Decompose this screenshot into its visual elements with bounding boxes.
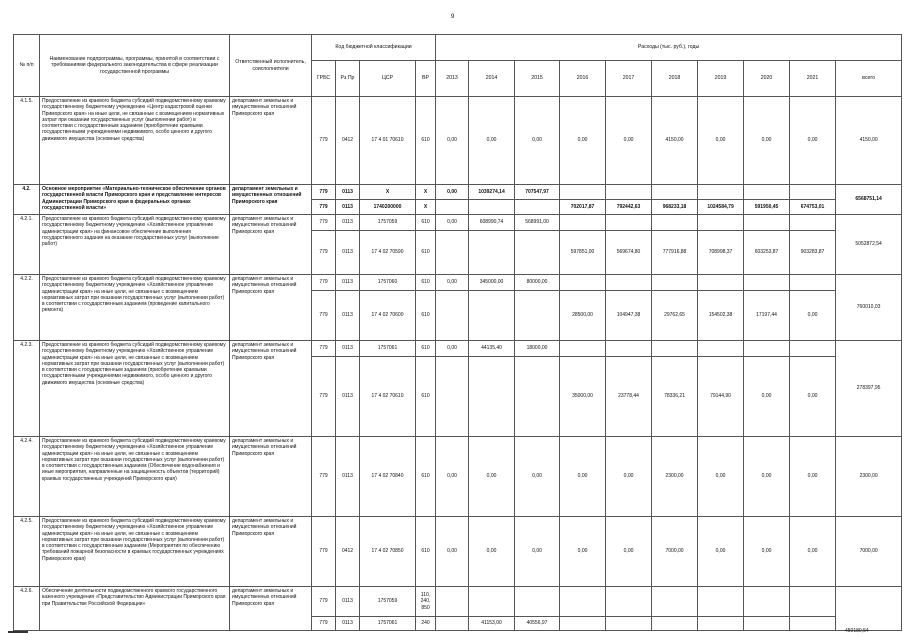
cell-year-value: 0,00 <box>698 97 744 185</box>
cell-year-value <box>436 231 469 275</box>
cell-grbs: 779 <box>312 617 336 631</box>
cell-csr: 17 4 02 70610 <box>360 357 416 437</box>
header-year: 2017 <box>606 61 652 97</box>
cell-year-value: 0,00 <box>790 357 836 437</box>
row-name: Предоставление из краевого бюджета субсидий подведомственному краевому государственному бюджетному учреждению «Хозяйственное управление администрации края» на финансовое обеспечение выполнения государственного задания на оказание государственных услуг (выполнение работ) <box>40 215 230 275</box>
cell-year-value: 903283,87 <box>790 231 836 275</box>
cell-csr: 17 4 02 70840 <box>360 437 416 517</box>
cell-vr: 610 <box>416 437 436 517</box>
header-year: 2013 <box>436 61 469 97</box>
cell-year-value <box>515 291 560 341</box>
cell-year-value: 40556,97 <box>515 617 560 631</box>
row-total: 7000,00 <box>836 517 902 587</box>
row-total: 760010,03 <box>836 275 902 341</box>
cell-rzpr: 0113 <box>336 231 360 275</box>
row-total: 5052872,54 <box>836 215 902 275</box>
cell-year-value <box>436 200 469 215</box>
row-name: Обеспечение деятельности подведомственного краевого государственного казенного учреждения «Представительство Администрации Приморского края при Правительстве Российской Федерации» <box>40 587 230 631</box>
table-row <box>14 587 902 617</box>
cell-year-value: 0,00 <box>436 341 469 357</box>
row-responsible: департамент земельных и имущественных отношений Приморского края <box>230 185 312 215</box>
cell-year-value: 1024584,79 <box>698 200 744 215</box>
header-year: 2016 <box>560 61 606 97</box>
cell-year-value: 0,00 <box>469 517 515 587</box>
cell-year-value <box>515 587 560 617</box>
cell-year-value: 2300,00 <box>652 437 698 517</box>
cell-year-value <box>698 617 744 631</box>
cell-grbs: 779 <box>312 97 336 185</box>
cell-year-value <box>652 275 698 291</box>
cell-csr: 17 4 02 70600 <box>360 291 416 341</box>
cell-year-value <box>606 617 652 631</box>
table-row <box>14 215 902 231</box>
row-name: Основное мероприятие «Материально-техническое обеспечение органов государственной власти Приморского края и представление интересов Администрации Приморского края в федеральных органах государственной власти» <box>40 185 230 215</box>
cell-year-value: 702017,87 <box>560 200 606 215</box>
cell-rzpr: 0113 <box>336 200 360 215</box>
cell-year-value <box>698 341 744 357</box>
cell-year-value <box>560 185 606 200</box>
cell-year-value: 0,00 <box>436 97 469 185</box>
cell-year-value <box>469 200 515 215</box>
cell-year-value <box>744 275 790 291</box>
cell-year-value: 29762,65 <box>652 291 698 341</box>
header-num: № п/п <box>14 35 40 97</box>
cell-year-value: 79144,90 <box>698 357 744 437</box>
cell-year-value <box>606 215 652 231</box>
header-year: 2014 <box>469 61 515 97</box>
cell-year-value <box>698 215 744 231</box>
row-name: Предоставление из краевого бюджета субсидий подведомственному краевому государственному бюджетному учреждению «Хозяйственное управление администрации края» на иные цели, не связанные с возмещением нормативных затрат при оказании государственных услуг (выполнении работ) в соответствии с государственным заданием (Обеспечение водонабжения и иные мероприятия, направленные на защищенность объектов (территорий) краевых государственных учреждений Приморского края) <box>40 437 230 517</box>
cell-vr: X <box>416 185 436 200</box>
header-year: 2019 <box>698 61 744 97</box>
header-expenses-group: Расходы (тыс. руб.), годы <box>436 35 902 61</box>
cell-year-value: 0,00 <box>560 97 606 185</box>
table-row <box>14 341 902 357</box>
cell-year-value <box>744 617 790 631</box>
cell-rzpr: 0113 <box>336 357 360 437</box>
cell-year-value <box>606 587 652 617</box>
header-year: 2018 <box>652 61 698 97</box>
page-number: 9 <box>451 14 455 20</box>
table-row <box>14 97 902 185</box>
cell-year-value: 345000,00 <box>469 275 515 291</box>
cell-vr: 610 <box>416 341 436 357</box>
cell-grbs: 779 <box>312 215 336 231</box>
cell-csr: 1757059 <box>360 587 416 617</box>
cell-year-value: 0,00 <box>560 517 606 587</box>
cell-year-value <box>560 275 606 291</box>
cell-year-value: 44135,40 <box>469 341 515 357</box>
cell-year-value: 0,00 <box>744 437 790 517</box>
row-responsible: департамент земельных и имущественных отношений Приморского края <box>230 517 312 587</box>
cell-rzpr: 0113 <box>336 215 360 231</box>
cell-year-value <box>436 291 469 341</box>
cell-year-value: 28500,00 <box>560 291 606 341</box>
cell-year-value <box>790 587 836 617</box>
row-number: 4.2. <box>14 185 40 215</box>
cell-csr: 1757061 <box>360 617 416 631</box>
cell-year-value: 0,00 <box>698 437 744 517</box>
header-name: Наименование подпрограммы, программы, принятой в соответствии с требованиями федерального законодательства в сфере реализации государственной программы <box>40 35 230 97</box>
cell-grbs: 779 <box>312 231 336 275</box>
cell-year-value <box>469 231 515 275</box>
cell-year-value: 0,00 <box>744 97 790 185</box>
cell-year-value: 968233,18 <box>652 200 698 215</box>
cell-year-value <box>469 587 515 617</box>
cell-year-value: 792442,63 <box>606 200 652 215</box>
cell-year-value <box>560 587 606 617</box>
cell-year-value <box>744 215 790 231</box>
cell-year-value <box>790 341 836 357</box>
cell-year-value: 154502,38 <box>698 291 744 341</box>
cell-grbs: 779 <box>312 587 336 617</box>
cell-year-value <box>436 587 469 617</box>
cell-year-value: 0,00 <box>744 517 790 587</box>
cell-year-value <box>469 291 515 341</box>
cell-rzpr: 0113 <box>336 587 360 617</box>
header-year: 2020 <box>744 61 790 97</box>
cell-csr: 1740200000 <box>360 200 416 215</box>
cell-vr: X <box>416 200 436 215</box>
cell-year-value: 17197,44 <box>744 291 790 341</box>
cell-vr: 610 <box>416 215 436 231</box>
cell-year-value <box>744 341 790 357</box>
cell-year-value <box>790 617 836 631</box>
cell-vr: 110, 240, 850 <box>416 587 436 617</box>
header-responsible: Ответственный исполнитель, соисполнители <box>230 35 312 97</box>
cell-year-value: 0,00 <box>436 275 469 291</box>
row-responsible: департамент земельных и имущественных отношений Приморского края <box>230 275 312 341</box>
cell-year-value: 0,00 <box>606 97 652 185</box>
cell-year-value: 0,00 <box>469 437 515 517</box>
cell-year-value: 0,00 <box>436 215 469 231</box>
cell-vr: 610 <box>416 357 436 437</box>
cell-year-value: 4150,00 <box>652 97 698 185</box>
table-row <box>14 185 902 200</box>
cell-year-value <box>790 185 836 200</box>
footer-value: 450180,54 <box>845 628 869 634</box>
row-number: 4.2.3. <box>14 341 40 437</box>
cell-year-value: 569674,80 <box>606 231 652 275</box>
cell-year-value: 591950,45 <box>744 200 790 215</box>
cell-csr: X <box>360 185 416 200</box>
cell-year-value <box>436 617 469 631</box>
cell-year-value <box>469 357 515 437</box>
cell-grbs: 779 <box>312 517 336 587</box>
row-total <box>836 587 902 631</box>
row-responsible: департамент земельных и имущественных отношений Приморского края <box>230 587 312 631</box>
row-responsible: департамент земельных и имущественных отношений Приморского края <box>230 437 312 517</box>
cell-year-value: 0,00 <box>560 437 606 517</box>
header-total: всего <box>836 61 902 97</box>
cell-year-value: 0,00 <box>790 437 836 517</box>
cell-grbs: 779 <box>312 275 336 291</box>
cell-year-value <box>560 617 606 631</box>
cell-vr: 610 <box>416 231 436 275</box>
row-total: 4150,00 <box>836 97 902 185</box>
cell-csr: 1757060 <box>360 275 416 291</box>
row-number: 4.2.4. <box>14 437 40 517</box>
cell-year-value <box>652 215 698 231</box>
cell-year-value <box>652 341 698 357</box>
cell-year-value <box>790 275 836 291</box>
scan-mark <box>8 631 28 633</box>
cell-year-value <box>744 587 790 617</box>
cell-year-value: 104947,38 <box>606 291 652 341</box>
cell-year-value: 597851,00 <box>560 231 606 275</box>
header-grbs: ГРБС <box>312 61 336 97</box>
cell-year-value <box>515 231 560 275</box>
cell-vr: 610 <box>416 97 436 185</box>
row-responsible: департамент земельных и имущественных отношений Приморского края <box>230 215 312 275</box>
cell-year-value: 80000,00 <box>515 275 560 291</box>
cell-year-value: 0,00 <box>515 517 560 587</box>
cell-year-value <box>790 215 836 231</box>
header-rzpr: Рз Пр <box>336 61 360 97</box>
cell-year-value <box>606 341 652 357</box>
cell-year-value: 0,00 <box>436 185 469 200</box>
cell-year-value: 603253,87 <box>744 231 790 275</box>
row-number: 4.2.2. <box>14 275 40 341</box>
cell-csr: 1757059 <box>360 215 416 231</box>
cell-year-value: 708998,37 <box>698 231 744 275</box>
cell-rzpr: 0412 <box>336 97 360 185</box>
cell-grbs: 779 <box>312 357 336 437</box>
cell-year-value: 35000,00 <box>560 357 606 437</box>
cell-year-value: 18000,00 <box>515 341 560 357</box>
row-total: 278397,95 <box>836 341 902 437</box>
cell-csr: 1757061 <box>360 341 416 357</box>
cell-year-value <box>606 275 652 291</box>
row-name: Предоставление из краевого бюджета субсидий подведомственному краевому государственному бюджетному учреждению «Хозяйственное управление администрации края» на иные цели, не связанные с возмещением нормативных затрат при оказании государственных услуг (выполнении работ) в соответствии с государственным заданием (Мероприятия по обеспечению требований пожарной безопасности в краевых государственных учреждениях Приморского края) <box>40 517 230 587</box>
header-csr: ЦСР <box>360 61 416 97</box>
cell-grbs: 779 <box>312 341 336 357</box>
row-name: Предоставление из краевого бюджета субсидий подведомственному краевому государственному бюджетному учреждению «Центр кадастровой оценки Приморского края» на иные цели, не связанные с возмещением нормативных затрат при оказании государственных услуг (выполнении работ) в соответствии с государственным заданием (приобретение краевыми государственными учреждениями недвижимого, особо ценного и другого движимого имущества (основные средства) <box>40 97 230 185</box>
row-name: Предоставление из краевого бюджета субсидий подведомственному краевому государственному бюджетному учреждению «Хозяйственное управление администрации края» на иные цели, не связанные с возмещением нормативных затрат при оказании государственных услуг (выполнении работ) в соответствии с государственным заданием (приобретение краевыми государственными учреждениями недвижимого, особо ценного и другого движимого имущества (основные средства) <box>40 341 230 437</box>
table-row <box>14 517 902 587</box>
row-number: 4.1.5. <box>14 97 40 185</box>
cell-year-value: 0,00 <box>606 517 652 587</box>
cell-year-value <box>606 185 652 200</box>
cell-grbs: 779 <box>312 437 336 517</box>
cell-year-value: 0,00 <box>790 97 836 185</box>
cell-grbs: 779 <box>312 291 336 341</box>
cell-year-value <box>515 200 560 215</box>
cell-year-value: 0,00 <box>790 517 836 587</box>
cell-vr: 240 <box>416 617 436 631</box>
table-row <box>14 437 902 517</box>
cell-year-value: 0,00 <box>515 97 560 185</box>
row-responsible: департамент земельных и имущественных отношений Приморского края <box>230 341 312 437</box>
cell-rzpr: 0412 <box>336 517 360 587</box>
cell-year-value <box>515 357 560 437</box>
cell-year-value <box>652 185 698 200</box>
cell-year-value: 0,00 <box>744 357 790 437</box>
cell-year-value: 1039274,14 <box>469 185 515 200</box>
cell-year-value: 7000,00 <box>652 517 698 587</box>
cell-year-value: 41153,00 <box>469 617 515 631</box>
cell-year-value <box>698 587 744 617</box>
cell-vr: 610 <box>416 291 436 341</box>
cell-year-value <box>560 341 606 357</box>
row-name: Предоставление из краевого бюджета субсидий подведомственному краевому государственному бюджетному учреждению «Хозяйственное управление администрации края» на иные цели, не связанные с возмещением нормативных затрат при оказании государственных услуг (выполнении работ) в соответствии с государственным заданием (проведение капитального ремонта) <box>40 275 230 341</box>
row-responsible: департамент земельных и имущественных отношений Приморского края <box>230 97 312 185</box>
cell-rzpr: 0113 <box>336 617 360 631</box>
row-number: 4.2.1. <box>14 215 40 275</box>
cell-year-value <box>744 185 790 200</box>
header-year: 2021 <box>790 61 836 97</box>
cell-grbs: 779 <box>312 185 336 200</box>
cell-year-value <box>698 275 744 291</box>
cell-csr: 17 4 02 70850 <box>360 517 416 587</box>
cell-year-value: 0,00 <box>515 437 560 517</box>
header-year: 2015 <box>515 61 560 97</box>
table-row <box>14 275 902 291</box>
cell-year-value: 78336,21 <box>652 357 698 437</box>
cell-rzpr: 0113 <box>336 341 360 357</box>
cell-vr: 610 <box>416 517 436 587</box>
cell-year-value: 777916,88 <box>652 231 698 275</box>
cell-year-value <box>652 587 698 617</box>
cell-year-value: 707547,97 <box>515 185 560 200</box>
cell-year-value: 0,00 <box>698 517 744 587</box>
row-total: 6568751,14 <box>836 185 902 215</box>
row-number: 4.2.6. <box>14 587 40 631</box>
cell-year-value: 0,00 <box>606 437 652 517</box>
cell-year-value: 0,00 <box>436 517 469 587</box>
cell-year-value <box>652 617 698 631</box>
cell-year-value: 23778,44 <box>606 357 652 437</box>
cell-grbs: 779 <box>312 200 336 215</box>
header-code-group: Код бюджетной классификации <box>312 35 436 61</box>
row-number: 4.2.5. <box>14 517 40 587</box>
row-total: 2300,00 <box>836 437 902 517</box>
cell-year-value: 0,00 <box>790 291 836 341</box>
cell-year-value <box>698 185 744 200</box>
cell-year-value: 0,00 <box>436 437 469 517</box>
cell-vr: 610 <box>416 275 436 291</box>
budget-table <box>13 34 902 631</box>
cell-year-value: 568991,00 <box>515 215 560 231</box>
cell-rzpr: 0113 <box>336 437 360 517</box>
cell-year-value: 0,00 <box>469 97 515 185</box>
cell-rzpr: 0113 <box>336 275 360 291</box>
cell-rzpr: 0113 <box>336 291 360 341</box>
cell-csr: 17 4 01 70610 <box>360 97 416 185</box>
cell-year-value <box>436 357 469 437</box>
cell-year-value: 674753,01 <box>790 200 836 215</box>
cell-csr: 17 4 02 70590 <box>360 231 416 275</box>
cell-year-value <box>560 215 606 231</box>
cell-rzpr: 0113 <box>336 185 360 200</box>
cell-year-value: 608990,74 <box>469 215 515 231</box>
header-vr: ВР <box>416 61 436 97</box>
